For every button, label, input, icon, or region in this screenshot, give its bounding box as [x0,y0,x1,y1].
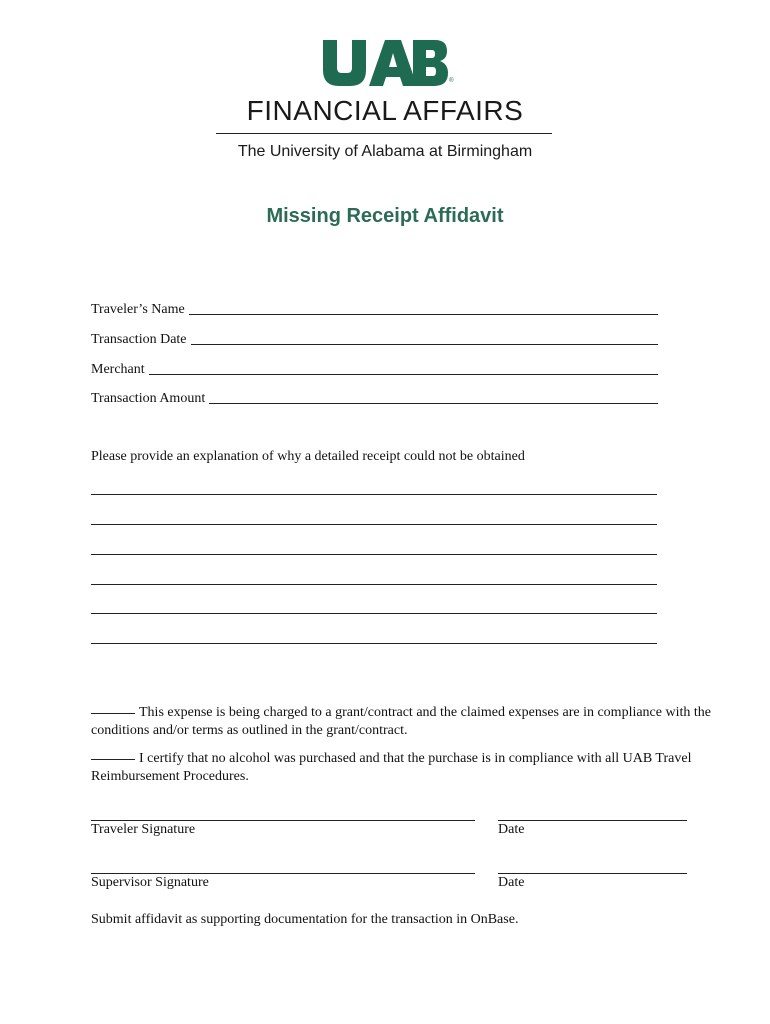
university-subtitle: The University of Alabama at Birmingham [237,143,533,160]
supervisor-date-label: Date [498,875,525,890]
explanation-line[interactable] [91,584,657,585]
explanation-line[interactable] [91,554,657,555]
traveler-date-label: Date [498,822,525,837]
merchant-field[interactable] [91,358,658,378]
traveler-signature-label: Traveler Signature [91,822,196,837]
financial-affairs-title: FINANCIAL AFFAIRS [246,95,524,126]
explanation-line[interactable] [91,613,657,614]
traveler-date-line[interactable] [498,820,687,821]
grant-certification-text: This expense is being charged to a grant/contract and the claimed expenses are in compliance with the conditions and/or terms as outlined in the grant/contract. [91,705,711,738]
grant-initial-line[interactable] [91,713,135,714]
transaction-date-line[interactable] [191,344,658,345]
transaction-date-label: Transaction Date [91,332,187,347]
transaction-amount-line[interactable] [209,403,658,404]
submission-note: Submit affidavit as supporting documentation for the transaction in OnBase. [91,912,519,927]
supervisor-signature-line[interactable] [91,873,475,874]
alcohol-certification-text: I certify that no alcohol was purchased and that the purchase is in compliance with all UAB Travel Reimbursement Procedures. [91,751,692,784]
explanation-line[interactable] [91,524,657,525]
travelers-name-line[interactable] [189,314,658,315]
explanation-line[interactable] [91,643,657,644]
supervisor-signature-label: Supervisor Signature [91,875,209,890]
explanation-line[interactable] [91,494,657,495]
supervisor-date-line[interactable] [498,873,687,874]
header-divider [216,133,552,134]
logo-area [0,40,770,91]
transaction-amount-label: Transaction Amount [91,391,206,406]
explanation-prompt: Please provide an explanation of why a detailed receipt could not be obtained [91,449,525,464]
travelers-name-label: Traveler’s Name [91,302,185,317]
transaction-date-field[interactable] [91,328,658,348]
transaction-amount-field[interactable] [91,387,658,407]
merchant-line[interactable] [149,374,658,375]
uab-logo-icon [323,40,454,86]
traveler-signature-line[interactable] [91,820,475,821]
alcohol-certification [91,750,711,786]
page-title: Missing Receipt Affidavit [266,205,504,227]
merchant-label: Merchant [91,362,145,377]
travelers-name-field[interactable] [91,298,658,318]
alcohol-initial-line[interactable] [91,759,135,760]
registered-mark: ® [449,78,454,84]
grant-certification [91,704,711,740]
